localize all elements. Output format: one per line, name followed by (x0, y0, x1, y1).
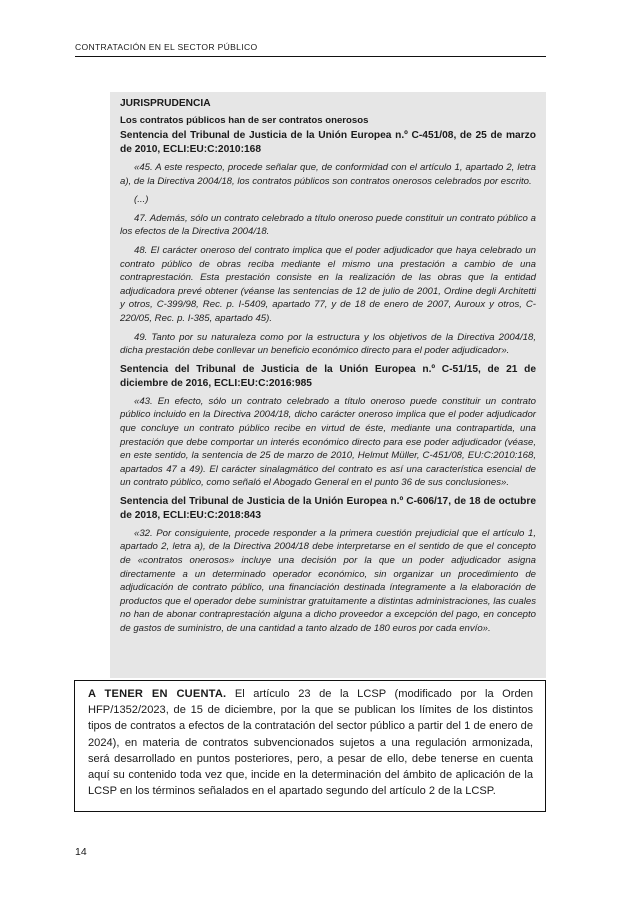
sentence-title: Sentencia del Tribunal de Justicia de la Unión Europea n.º C-51/15, de 21 de diciembre de 2016, ECLI:EU:C:2016:985 (120, 363, 536, 389)
quote-paragraph: 49. Tanto por su naturaleza como por la estructura y los objetivos de la Directiva 2004/18, dicha prestación debe conllevar un beneficio económico directo para el poder adjudicador». (120, 331, 536, 357)
quote-paragraph: «45. A este respecto, procede señalar que, de conformidad con el artículo 1, apartado 2, letra a), de la Directiva 2004/18, los contratos públicos son contratos onerosos celebrados por escrito. (120, 162, 536, 187)
sentence-title: Sentencia del Tribunal de Justicia de la Unión Europea n.º C-606/17, de 18 de octubre de 2018, ECLI:EU:C:2018:843 (120, 495, 536, 521)
jurisprudence-box (110, 92, 546, 678)
note-body: El artículo 23 de la LCSP (modificado por la Orden HFP/1352/2023, de 15 de diciembre, por la que se publican los límites de los distintos tipos de contratos a efectos de la contratación del sector público a partir del 1 de enero de 2024), en materia de contratos subvencionados sujetos a una regulación armonizada, será desarrollado en puntos posteriores, pero, a pesar de ello, debe tenerse en cuenta aquí su contenido toda vez que, incide en la determinación del ámbito de aplicación de la LCSP en los términos señalados en el apartado segundo del artículo 2 de la LCSP. (88, 688, 533, 798)
quote-paragraph: 47. Además, sólo un contrato celebrado a título oneroso puede constituir un contrato público a los efectos de la Directiva 2004/18. (120, 212, 536, 238)
running-header: CONTRATACIÓN EN EL SECTOR PÚBLICO (75, 42, 258, 52)
sentence-block (120, 129, 536, 358)
quote-paragraph: «43. En efecto, sólo un contrato celebrado a título oneroso puede constituir un contrato público incluido en la Directiva 2004/18, dicho carácter oneroso implica que el poder adjudicador que concluye un contrato público recibe en virtud de éste, mediante una contrapartida, una prestación que debe comportar un interés económico directo para ese poder adjudicador (véase, en este sentido, la sentencia de 25 de marzo de 2010, Helmut Müller, C-451/08, EU:C:2010:168, apartados 47 a 49). El carácter sinalagmático del contrato es así una característica esencial de un contrato público, como señaló el Abogado General en el punto 36 de sus conclusiones». (120, 395, 536, 489)
note-paragraph (88, 686, 533, 799)
jurisprudence-title: JURISPRUDENCIA (120, 98, 211, 109)
header-rule (75, 56, 546, 57)
quote-paragraph: (...) (134, 194, 149, 206)
note-box (74, 680, 546, 812)
jurisprudence-subtitle: Los contratos públicos han de ser contratos onerosos (120, 115, 369, 126)
sentence-block (120, 363, 536, 490)
note-lead: A TENER EN CUENTA. (88, 688, 227, 700)
sentence-block (120, 495, 536, 636)
page-number: 14 (75, 846, 87, 858)
quote-paragraph: «32. Por consiguiente, procede responder a la primera cuestión prejudicial que el artículo 1, apartado 2, letra a), de la Directiva 2004/18 debe interpretarse en el sentido de que el concepto de «contratos onerosos» incluye una decisión por la que un poder adjudicador asigna directamente a un determinado operador económico, sin organizar un procedimiento de adjudicación de contrato público, una financiación destinada íntegramente a la elaboración de productos que el operador debe suministrar gratuitamente a distintas administraciones, las cuales no han de abonar contraprestación alguna a dicho proveedor a excepción del pago, en concepto de gastos de suministro, de una cantidad a tanto alzado de 180 euros por cada envío». (120, 527, 536, 635)
quote-paragraph: 48. El carácter oneroso del contrato implica que el poder adjudicador que haya celebrado un contrato público de obras reciba mediante el mismo una prestación a cambio de una contraprestación. Esta prestación consiste en la realización de las obras que la entidad adjudicadora prevé obtener (véanse las sentencias de 12 de julio de 2001, Ordine degli Architetti y otros, C-399/98, Rec. p. I-5409, apartado 77, y de 18 de enero de 2007, Auroux y otros, C-220/05, Rec. p. I-385, apartado 45). (120, 244, 536, 324)
sentence-title: Sentencia del Tribunal de Justicia de la Unión Europea n.º C-451/08, de 25 de marzo de 2010, ECLI:EU:C:2010:168 (120, 130, 536, 155)
